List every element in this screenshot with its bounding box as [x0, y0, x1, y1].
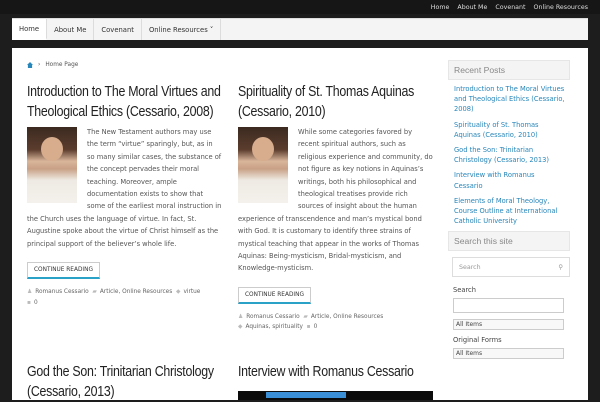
post-title[interactable]: Interview with Romanus Cessario [238, 364, 414, 380]
breadcrumb [27, 62, 78, 68]
chevron-right-icon: › [38, 62, 41, 68]
continue-reading-button[interactable]: CONTINUE READING [238, 287, 311, 304]
nav-about[interactable]: About Me [47, 19, 94, 40]
post-excerpt: While some categories favored by recent spiritual authors, such as religious experience and community, do not figure as key notions in Aquinas’s writings, both his philosophical and theological treatises provide rich sources of insight about the human experience of transcendence and man’s mystical bond with God. It is customary to identify three strains of mystical teaching that appear in the works of Thomas Aquinas: Being-mysticism, Bridal-mysticism, and Knowledge-mysticism. [238, 128, 433, 273]
search-input[interactable]: Search ⚲ [452, 257, 570, 277]
post-title[interactable]: Introduction to The Moral Virtues and Theological Ethics (Cessario, 2008) [27, 84, 221, 120]
comment-icon: ▪ [27, 299, 31, 306]
folder-icon: ▰ [303, 313, 308, 320]
top-link-covenant[interactable]: Covenant [495, 3, 526, 11]
post-excerpt: The New Testament authors may use the term “virtue” sparingly, but, as in so many similar cases, the substance of the concept pervades their moral teaching. Moreover, ample documentation exists to show that some of the earliest moral instruction in the Church uses the language of virtue. In fact, St. Augustine spoke about the virtue of Christ himself as the principal support of the believer’s whole life. [27, 128, 222, 248]
search-widget-title: Search this site [448, 231, 570, 251]
recent-post-link[interactable]: God the Son: Trinitarian Christology (Cessario, 2013) [454, 146, 550, 165]
post-meta: ♟ Romanus Cessario ▰ Article, Online Resources ◆ virtue ▪ 0 [27, 289, 201, 306]
user-icon: ♟ [238, 313, 244, 320]
top-link-about[interactable]: About Me [457, 3, 488, 11]
post-2 [238, 82, 433, 333]
recent-posts-title: Recent Posts [448, 60, 570, 80]
recent-posts-list [448, 80, 570, 226]
search-label: Search [453, 286, 476, 295]
nav-online-resources[interactable]: Online Resources ˅ [142, 19, 221, 40]
breadcrumb-current: Home Page [45, 62, 79, 68]
post-meta: ♟ Romanus Cessario ▰ Article, Online Resources ◆ Aquinas, spirituality ▪ 0 [238, 313, 384, 331]
post-title[interactable]: Spirituality of St. Thomas Aquinas (Cessario, 2010) [238, 84, 415, 120]
items-select[interactable]: All Items [453, 319, 564, 330]
post-3 [27, 362, 222, 402]
page-content [12, 48, 588, 400]
continue-reading-button[interactable]: CONTINUE READING [27, 262, 100, 279]
user-icon: ♟ [27, 289, 33, 296]
nav-covenant[interactable]: Covenant [94, 19, 142, 40]
sidebar [448, 60, 570, 359]
tag-icon: ◆ [175, 289, 181, 296]
top-link-online-resources[interactable]: Online Resources [533, 3, 588, 11]
recent-post-link[interactable]: Elements of Moral Theology, Course Outline at International Catholic University [454, 196, 558, 226]
home-icon[interactable] [27, 62, 33, 68]
post-title[interactable]: God the Son: Trinitarian Christology (Cessario, 2013) [27, 364, 214, 400]
post-1 [27, 82, 222, 308]
advanced-search-field[interactable] [453, 298, 564, 313]
forms-select[interactable]: All Items [453, 348, 564, 359]
original-forms-label: Original Forms [453, 336, 502, 345]
video-embed[interactable] [238, 391, 433, 400]
folder-icon: ▰ [92, 289, 97, 296]
tag-icon: ◆ [238, 324, 243, 331]
nav-home[interactable]: Home [12, 19, 47, 40]
top-link-home[interactable]: Home [430, 3, 450, 11]
author-thumbnail[interactable] [238, 127, 288, 203]
author-thumbnail[interactable] [27, 127, 77, 203]
recent-post-link[interactable]: Spirituality of St. Thomas Aquinas (Cessario, 2010) [454, 120, 539, 139]
recent-post-link[interactable]: Interview with Romanus Cessario [454, 171, 535, 190]
main-nav [12, 18, 588, 40]
top-bar [0, 0, 600, 14]
comment-icon: ▪ [306, 324, 311, 331]
search-icon[interactable]: ⚲ [558, 263, 563, 271]
recent-post-link[interactable]: Introduction to The Moral Virtues and Theological Ethics (Cessario, 2008) [454, 85, 565, 114]
post-4 [238, 362, 433, 382]
